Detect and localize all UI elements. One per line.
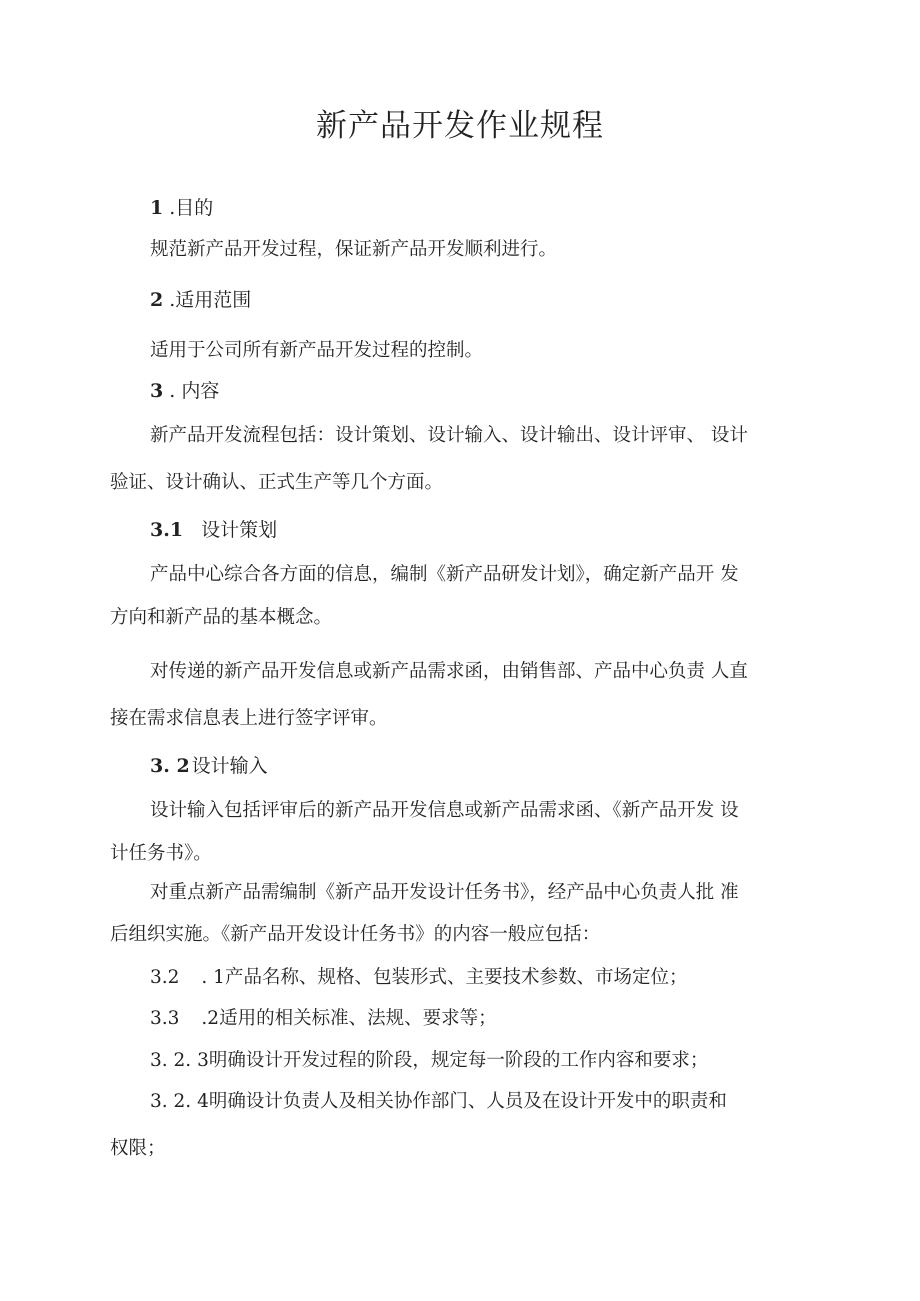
section-2-body: 适用于公司所有新产品开发过程的控制。 [150,340,484,361]
list-item [150,966,687,990]
list-item-continuation: 权限； [110,1138,166,1159]
section-3-body-line-1: 新产品开发流程包括：设计策划、设计输入、设计输出、设计评审、 设计 [150,425,748,446]
section-2-heading [150,288,251,312]
list-item: 3. 2. 3明确设计开发过程的阶段，规定每一阶段的工作内容和要求； [150,1050,709,1071]
list-item [150,1007,497,1031]
section-number: 3 [150,380,164,402]
section-3-2-heading [150,754,268,778]
section-number: 2 [150,289,164,311]
section-3-heading [150,379,219,403]
section-3-2-p1-line-1: 设计输入包括评审后的新产品开发信息或新产品需求函、《新产品开发 设 [150,800,739,821]
section-3-1-heading [150,518,277,542]
section-3-2-p2-line-1: 对重点新产品需编制《新产品开发设计任务书》，经产品中心负责人批 准 [150,882,739,903]
section-title: 设计输入 [191,755,268,777]
section-3-body-line-2: 验证、设计确认、正式生产等几个方面。 [110,472,444,493]
document-title: 新产品开发作业规程 [316,108,604,144]
section-3-2-p2-line-2: 后组织实施。《新产品开发设计任务书》的内容一般应包括： [110,924,601,945]
section-3-1-p1-line-2: 方向和新产品的基本概念。 [110,607,333,628]
section-number: 3.1 [150,519,184,541]
section-1-body: 规范新产品开发过程，保证新产品开发顺利进行。 [150,239,558,260]
list-item: 3. 2. 4明确设计负责人及相关协作部门、人员及在设计开发中的职责和 [150,1091,727,1112]
section-3-1-p2-line-1: 对传递的新产品开发信息或新产品需求函，由销售部、产品中心负责 人直 [150,661,748,682]
section-title: 设计策划 [201,519,278,541]
section-number: 3. 2 [150,755,190,777]
section-title: . 内容 [169,380,220,402]
list-item-number: 3.2 [150,967,180,988]
list-item-text: . 1产品名称、规格、包装形式、主要技术参数、市场定位； [201,967,688,988]
section-3-1-p2-line-2: 接在需求信息表上进行签字评审。 [110,708,388,729]
section-title: .目的 [169,197,214,219]
section-3-2-p1-line-2: 计任务书》。 [110,843,212,864]
section-title: .适用范围 [169,289,252,311]
section-1-heading [150,196,213,220]
list-item-number: 3.3 [150,1008,180,1029]
section-3-1-p1-line-1: 产品中心综合各方面的信息，编制《新产品研发计划》，确定新产品开 发 [150,564,739,585]
section-number: 1 [150,197,164,219]
list-item-text: .2适用的相关标准、法规、要求等； [201,1008,497,1029]
